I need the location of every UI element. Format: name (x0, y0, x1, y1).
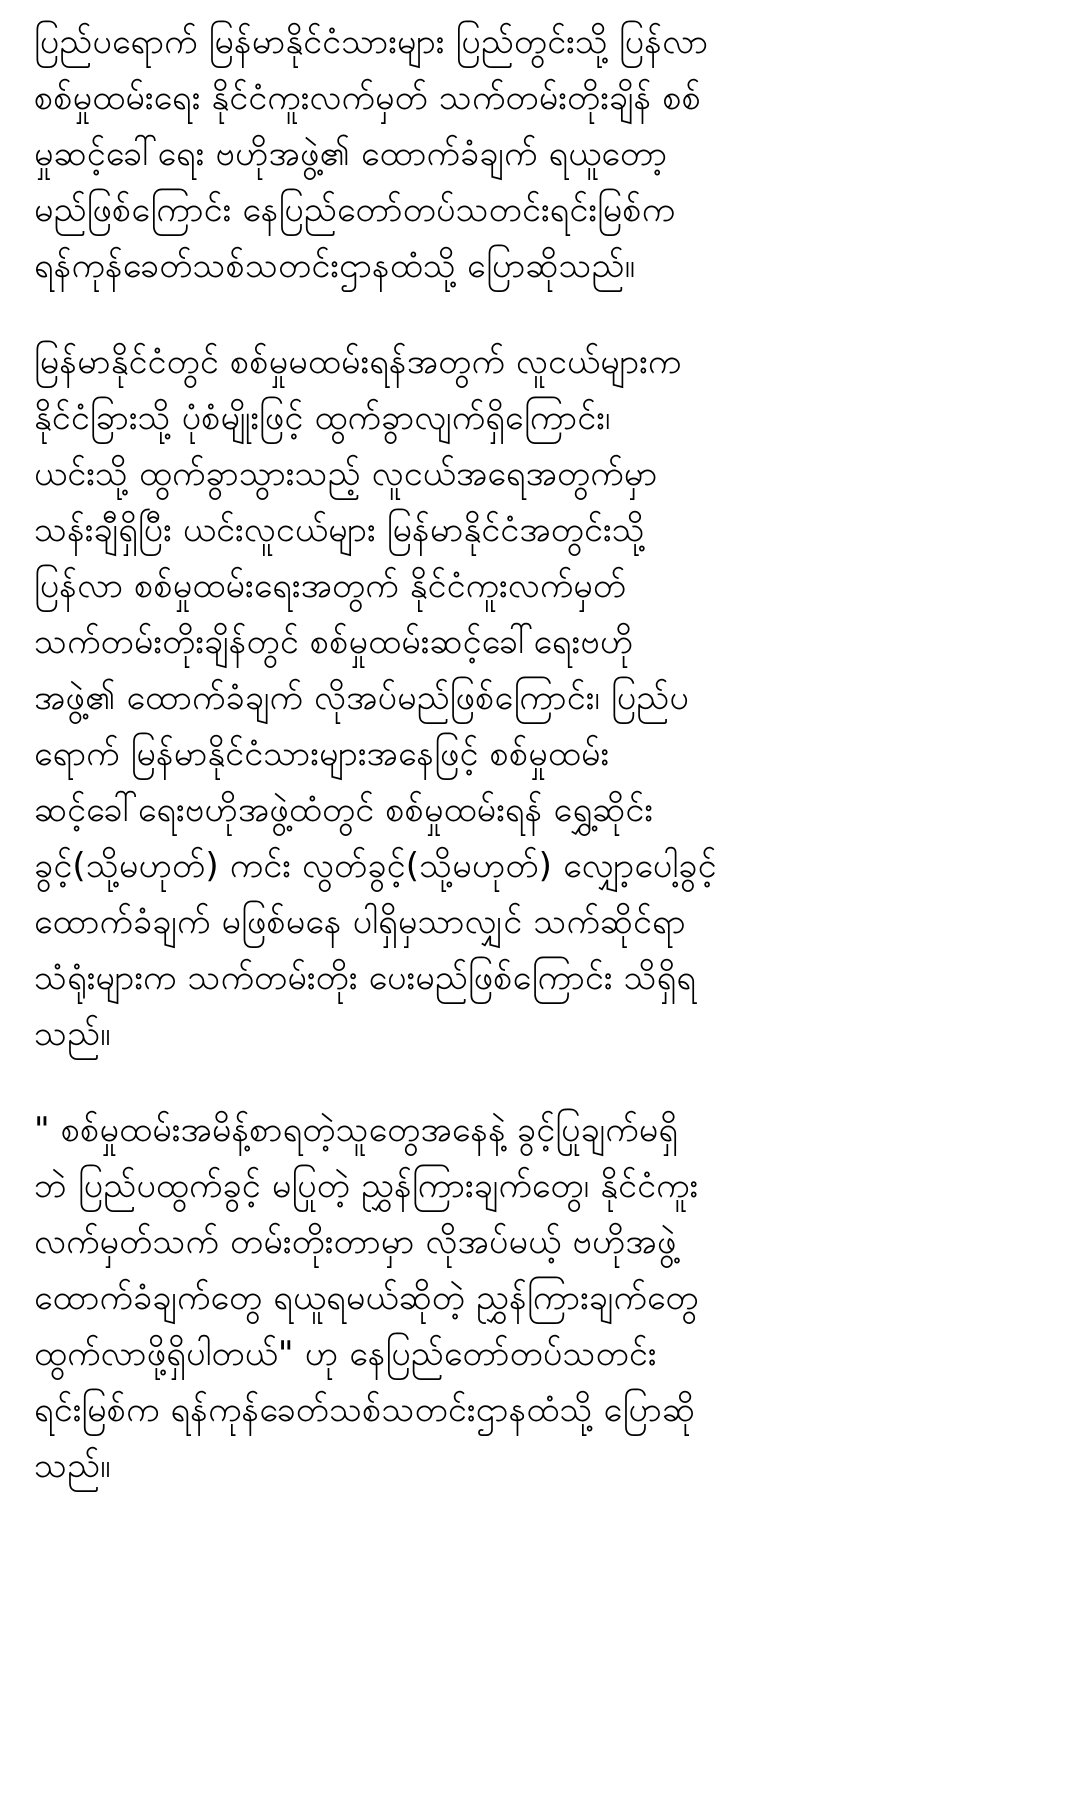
paragraph-line: ယင်းသို့ ထွက်ခွာသွားသည့် လူငယ်အရေအတွက်မှာ (34, 454, 658, 494)
paragraph-line: ထောက်ခံချက် မဖြစ်မနေ ပါရှိမှသာလျှင် သက်ဆိုင်ရာ (34, 902, 686, 942)
paragraph-line: အဖွဲ့၏ ထောက်ခံချက် လိုအပ်မည်ဖြစ်ကြောင်း၊ ပြည်ပ (34, 678, 689, 718)
paragraph-line: မြန်မာနိုင်ငံတွင် စစ်မှုမထမ်းရန်အတွက် လူငယ်များက (34, 342, 682, 382)
paragraph-line: မှုဆင့်ခေါ်ရေး ဗဟိုအဖွဲ့၏ ထောက်ခံချက် ရယူတော့ (34, 134, 668, 174)
paragraph-line: သက်တမ်းတိုးချိန်တွင် စစ်မှုထမ်းဆင့်ခေါ်ရေးဗဟို (34, 622, 634, 662)
paragraph-line: ရောက် မြန်မာနိုင်ငံသားများအနေဖြင့် စစ်မှုထမ်း (34, 734, 610, 774)
paragraph-line: လက်မှတ်သက် တမ်းတိုးတာမှာ လိုအပ်မယ့် ဗဟိုအဖွဲ့ (34, 1222, 677, 1262)
paragraph-line: ရင်းမြစ်က ရန်ကုန်ခေတ်သစ်သတင်းဌာနထံသို့ ပြောဆို (34, 1390, 696, 1430)
paragraph-line: သန်းချီရှိပြီး ယင်းလူငယ်များ မြန်မာနိုင်ငံအတွင်းသို့ (34, 510, 645, 550)
paragraph-line: မည်ဖြစ်ကြောင်း နေပြည်တော်တပ်သတင်းရင်းမြစ်က (34, 190, 676, 230)
paragraph-line: သံရုံးများက သက်တမ်းတိုး ပေးမည်ဖြစ်ကြောင်း သိရှိရ (34, 958, 697, 998)
paragraph-line: ထွက်လာဖို့ရှိပါတယ်" ဟု နေပြည်တော်တပ်သတင်း (34, 1334, 657, 1374)
paragraph-line: ဘဲ ပြည်ပထွက်ခွင့် မပြုတဲ့ ညွှန်ကြားချက်တွေ၊ နိုင်ငံကူး (34, 1166, 699, 1206)
paragraph-line: ပြည်ပရောက် မြန်မာနိုင်ငံသားများ ပြည်တွင်းသို့ ပြန်လာ (34, 22, 709, 62)
paragraph-line: ဆင့်ခေါ်ရေးဗဟိုအဖွဲ့ထံတွင် စစ်မှုထမ်းရန် ရွှေ့ဆိုင်း (34, 790, 654, 830)
paragraph-line: သည်။ (34, 1446, 111, 1486)
paragraph-line: ရန်ကုန်ခေတ်သစ်သတင်းဌာနထံသို့ ပြောဆိုသည်။ (34, 246, 636, 286)
paragraph-line: သည်။ (34, 1014, 111, 1054)
paragraph-line: ပြန်လာ စစ်မှုထမ်းရေးအတွက် နိုင်ငံကူးလက်မှတ် (34, 566, 627, 606)
paragraph-line: ထောက်ခံချက်တွေ ရယူရမယ်ဆိုတဲ့ ညွှန်ကြားချက်တွေ (34, 1278, 699, 1318)
paragraph-line: ခွင့်(သို့မဟုတ်) ကင်း လွတ်ခွင့်(သို့မဟုတ်) လျှော့ပေါ့ခွင့် (34, 846, 717, 886)
paragraph-line: စစ်မှုထမ်းရေး နိုင်ငံကူးလက်မှတ် သက်တမ်းတိုးချိန် စစ် (34, 78, 702, 118)
paragraph-line: နိုင်ငံခြားသို့ ပုံစံမျိုးဖြင့် ထွက်ခွာလျက်ရှိကြောင်း၊ (34, 398, 611, 438)
paragraph-line: " စစ်မှုထမ်းအမိန့်စာရတဲ့သူတွေအနေနဲ့ ခွင့်ပြုချက်မရှိ (34, 1110, 679, 1150)
